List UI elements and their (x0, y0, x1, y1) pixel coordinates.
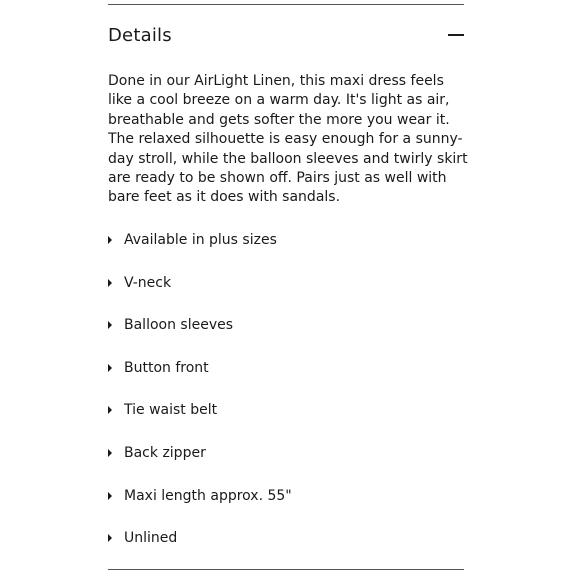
product-description: Done in our AirLight Linen, this maxi dress feels like a cool breeze on a warm day. It's light as air, breathable and gets softer the more you wear it. The relaxed silhouette is easy enough for a sunny-day stroll, while the balloon sleeves and twirly skirt are ready to be shown off. Pairs just as well with bare feet as it does with sandals. (108, 73, 468, 206)
feature-item (108, 484, 464, 527)
feature-label: Tie waist belt (124, 402, 218, 419)
bullet-icon (108, 449, 112, 457)
top-divider (108, 4, 464, 5)
feature-label: Back zipper (124, 444, 206, 461)
feature-label: Available in plus sizes (124, 232, 277, 248)
bullet-icon (108, 279, 112, 287)
details-section (108, 0, 468, 580)
bullet-icon (108, 236, 112, 244)
feature-label: Balloon sleeves (124, 317, 234, 334)
feature-label: V-neck (124, 274, 172, 291)
feature-item (108, 526, 464, 569)
details-accordion-header[interactable] (108, 20, 464, 50)
bullet-icon (108, 364, 112, 372)
bullet-icon (108, 492, 112, 500)
feature-item (108, 356, 464, 399)
bottom-divider (108, 569, 464, 570)
bullet-icon (108, 534, 112, 542)
bullet-icon (108, 406, 112, 414)
feature-item (108, 313, 464, 356)
feature-item (108, 398, 464, 441)
feature-label: Maxi length approx. 55" (124, 487, 292, 504)
bullet-icon (108, 321, 112, 329)
feature-label: Button front (124, 359, 209, 376)
feature-item (108, 441, 464, 484)
minus-icon[interactable] (448, 27, 464, 43)
feature-item (108, 228, 464, 271)
feature-list (108, 228, 464, 569)
details-title: Details (108, 24, 172, 46)
feature-item (108, 271, 464, 314)
feature-label: Unlined (124, 530, 178, 547)
